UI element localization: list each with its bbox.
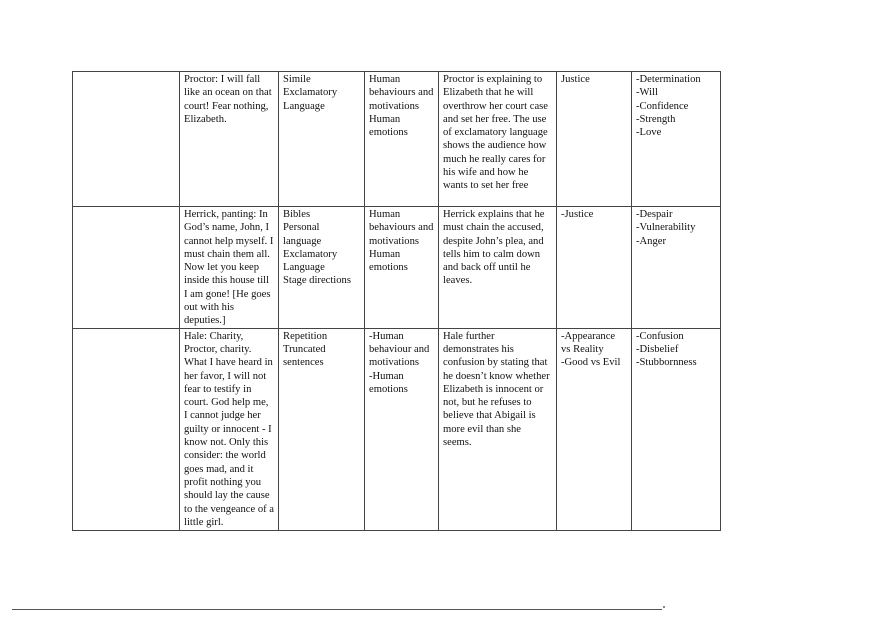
technique-cell: Bibles Personal language Exclamatory Language Stage directions — [279, 207, 365, 329]
emotions-cell: -Determination -Will -Confidence -Strength -Love — [632, 72, 721, 207]
idea-cell: -Justice — [557, 207, 632, 329]
idea-cell: Justice — [557, 72, 632, 207]
blank-cell — [73, 328, 180, 530]
table-row — [73, 72, 721, 207]
theme-cell: -Human behaviour and motivations -Human emotions — [365, 328, 439, 530]
technique-cell: Repetition Truncated sentences — [279, 328, 365, 530]
analysis-table — [72, 71, 721, 531]
explanation-cell: Hale further demonstrates his confusion by stating that he doesn’t know whether Elizabeth is innocent or not, but he refuses to believe that Abigail is more evil than she seems. — [439, 328, 557, 530]
table-row — [73, 328, 721, 530]
emotions-cell: -Despair -Vulnerability -Anger — [632, 207, 721, 329]
technique-cell: Simile Exclamatory Language — [279, 72, 365, 207]
explanation-cell: Proctor is explaining to Elizabeth that he will overthrow her court case and set her free. The use of exclamatory language shows the audience how much he really cares for his wife and how he wants to set her free — [439, 72, 557, 207]
quote-cell: Proctor: I will fall like an ocean on that court! Fear nothing, Elizabeth. — [180, 72, 279, 207]
blank-cell — [73, 72, 180, 207]
emotions-cell: -Confusion -Disbelief -Stubbornness — [632, 328, 721, 530]
quote-cell: Herrick, panting: In God’s name, John, I cannot help myself. I must chain them all. Now let you keep inside this house till I am gone! [He goes out with his deputies.] — [180, 207, 279, 329]
quote-cell: Hale: Charity, Proctor, charity. What I have heard in her favor, I will not fear to testify in court. God help me, I cannot judge her guilty or innocent - I know not. Only this consider: the world goes mad, and it profit nothing you should lay the cause to the vengeance of a little girl. — [180, 328, 279, 530]
table-row — [73, 207, 721, 329]
footer-mark — [663, 606, 665, 608]
explanation-cell: Herrick explains that he must chain the accused, despite John’s plea, and tells him to calm down and back off until he leaves. — [439, 207, 557, 329]
blank-cell — [73, 207, 180, 329]
theme-cell: Human behaviours and motivations Human emotions — [365, 72, 439, 207]
theme-cell: Human behaviours and motivations Human emotions — [365, 207, 439, 329]
footer-divider — [12, 609, 662, 610]
idea-cell: -Appearance vs Reality -Good vs Evil — [557, 328, 632, 530]
